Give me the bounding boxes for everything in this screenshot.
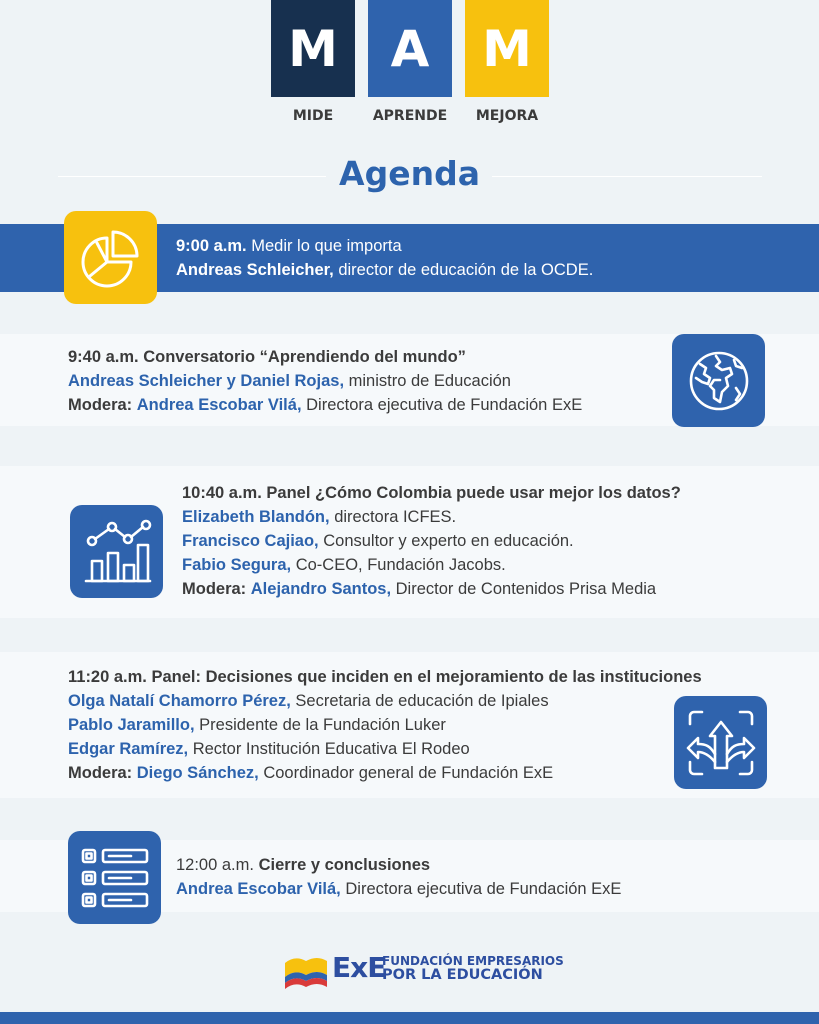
speaker-role: directora ICFES. [334,508,457,526]
speaker-role: Consultor y experto en educación. [323,532,574,550]
agenda-topic: Cierre y conclusiones [258,856,431,874]
colombia-flag-book-icon [283,953,329,989]
logo-label-mide: MIDE [292,108,334,124]
speaker-name: Andrea Escobar Vilá, [176,880,341,898]
pie-chart-icon [77,224,145,292]
speaker-role: Secretaria de educación de Ipiales [295,692,549,710]
speaker-role: Presidente de la Fundación Luker [199,716,446,734]
agenda-time: 9:00 a.m. [176,237,247,255]
agenda-time: 10:40 a.m. [182,484,262,502]
agenda-moderator-line [68,761,553,785]
moderator-label: Modera: [68,396,133,414]
speaker-name: Andreas Schleicher, [176,261,334,279]
moderator-name: Alejandro Santos, [250,580,392,598]
speaker-name: Edgar Ramírez, [68,740,189,758]
logo-block-mide: M [271,0,355,97]
agenda-item-icon-box [70,505,163,598]
agenda-speaker-line [68,713,446,737]
footer-line-1: FUNDACIÓN EMPRESARIOS [382,954,564,968]
agenda-moderator-line [182,577,656,601]
logo-label-mejora: MEJORA [475,108,539,124]
speaker-name: Pablo Jaramillo, [68,716,195,734]
moderator-name: Diego Sánchez, [136,764,259,782]
speaker-name: Fabio Segura, [182,556,292,574]
exe-logo-mark: ExE [332,951,386,984]
agenda-item-icon-box [674,696,767,789]
agenda-item-title-line [176,853,430,877]
moderator-role: Directora ejecutiva de Fundación ExE [306,396,583,414]
agenda-speaker-line [176,877,621,901]
agenda-speaker-line [68,689,549,713]
checklist-icon [79,842,151,914]
moderator-role: Coordinador general de Fundación ExE [263,764,554,782]
footer-line-2: POR LA EDUCACIÓN [382,967,543,983]
footer-bar [0,1012,819,1024]
split-arrows-icon [684,706,758,780]
agenda-topic: Panel ¿Cómo Colombia puede usar mejor los datos? [266,484,681,502]
speaker-role: Co-CEO, Fundación Jacobs. [295,556,506,574]
speaker-role: director de educación de la OCDE. [338,261,594,279]
moderator-role: Director de Contenidos Prisa Media [395,580,657,598]
agenda-speaker-line [68,737,470,761]
agenda-item-title-line [176,234,402,258]
agenda-item-icon-box [64,211,157,304]
agenda-topic: Panel: Decisiones que inciden en el mejoramiento de las instituciones [151,668,702,686]
agenda-item-title-line [182,481,681,505]
speaker-name: Elizabeth Blandón, [182,508,330,526]
agenda-time: 11:20 a.m. [68,668,147,686]
moderator-label: Modera: [182,580,247,598]
agenda-speaker-line [182,505,456,529]
agenda-speaker-line [68,369,511,393]
agenda-item-title-line [68,665,702,689]
agenda-topic: Medir lo que importa [251,237,402,255]
agenda-time: 12:00 a.m. [176,856,254,874]
page-title: Agenda [339,154,480,193]
speaker-role: Rector Institución Educativa El Rodeo [192,740,470,758]
agenda-speaker-line [176,258,593,282]
agenda-item-title-line [68,345,466,369]
globe-icon [686,348,752,414]
logo-block-aprende: A [368,0,452,97]
logo-label-aprende: APRENDE [372,108,448,124]
agenda-speaker-line [182,553,506,577]
agenda-item-icon-box [672,334,765,427]
logo-block-mejora: M [465,0,549,97]
speaker-name: Andreas Schleicher y Daniel Rojas, [68,372,345,390]
agenda-moderator-line [68,393,582,417]
agenda-time: 9:40 a.m. [68,348,139,366]
moderator-name: Andrea Escobar Vilá, [136,396,302,414]
agenda-item-icon-box [68,831,161,924]
agenda-topic: Conversatorio “Aprendiendo del mundo” [143,348,466,366]
moderator-label: Modera: [68,764,133,782]
speaker-name: Francisco Cajiao, [182,532,319,550]
speaker-role: Directora ejecutiva de Fundación ExE [345,880,622,898]
speaker-role: ministro de Educación [348,372,511,390]
bar-line-chart-icon [82,517,152,587]
agenda-speaker-line [182,529,574,553]
speaker-name: Olga Natalí Chamorro Pérez, [68,692,291,710]
